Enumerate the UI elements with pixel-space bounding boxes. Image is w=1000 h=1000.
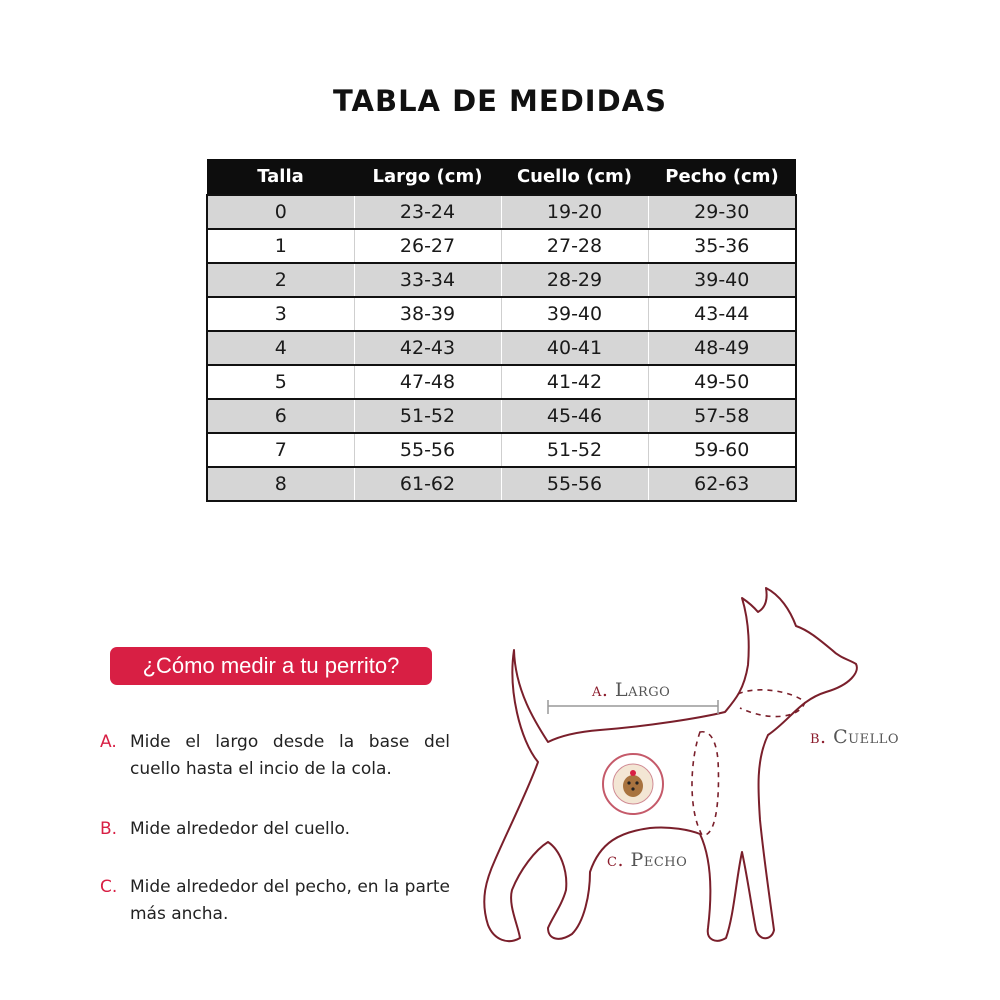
table-cell: 39-40 [501,297,648,331]
table-row [207,195,796,229]
table-cell: 59-60 [648,433,796,467]
table-cell: 57-58 [648,399,796,433]
chest-measure-line [692,732,718,835]
page-title: TABLA DE MEDIDAS [332,84,667,118]
table-cell: 2 [207,263,354,297]
table-cell: 33-34 [354,263,501,297]
table-cell: 55-56 [501,467,648,501]
table-cell: 3 [207,297,354,331]
neck-measure-line [738,690,805,717]
table-cell: 23-24 [354,195,501,229]
table-row [207,263,796,297]
table-cell: 40-41 [501,331,648,365]
table-cell: 5 [207,365,354,399]
instruction-text: Mide alrededor del pecho, en la parte más ancha. [130,877,450,924]
table-cell: 51-52 [501,433,648,467]
dog-measurement-diagram [470,585,890,955]
table-cell: 26-27 [354,229,501,263]
table-row [207,365,796,399]
header-cuello: Cuello (cm) [501,159,648,195]
table-row [207,399,796,433]
label-largo: a. Largo [592,679,671,701]
table-cell: 8 [207,467,354,501]
table-cell: 49-50 [648,365,796,399]
instruction-letter: B. [100,819,118,839]
table-cell: 6 [207,399,354,433]
table-cell: 51-52 [354,399,501,433]
instruction-c [100,874,450,928]
table-row [207,331,796,365]
instruction-text: Mide alrededor del cuello. [130,819,351,839]
table-cell: 48-49 [648,331,796,365]
table-row [207,467,796,501]
table-cell: 39-40 [648,263,796,297]
label-cuello: b. Cuello [810,726,900,748]
instruction-text: Mide el largo desde la base del cuello hasta el incio de la cola. [130,732,450,779]
instruction-letter: A. [100,732,117,752]
dog-outline [484,588,857,941]
label-pecho: c. Pecho [607,849,688,871]
table-cell: 55-56 [354,433,501,467]
table-cell: 27-28 [501,229,648,263]
instruction-b [100,816,450,843]
header-largo: Largo (cm) [354,159,501,195]
table-cell: 42-43 [354,331,501,365]
table-cell: 29-30 [648,195,796,229]
table-cell: 19-20 [501,195,648,229]
table-row [207,229,796,263]
table-cell: 4 [207,331,354,365]
table-cell: 28-29 [501,263,648,297]
brand-logo-icon [603,754,663,814]
instruction-a [100,729,450,783]
table-cell: 41-42 [501,365,648,399]
table-cell: 61-62 [354,467,501,501]
table-header-row [207,159,796,195]
header-talla: Talla [207,159,354,195]
table-cell: 47-48 [354,365,501,399]
table-cell: 45-46 [501,399,648,433]
instruction-letter: C. [100,877,118,897]
table-cell: 1 [207,229,354,263]
table-row [207,297,796,331]
table-cell: 7 [207,433,354,467]
size-table-body [207,195,796,501]
table-cell: 43-44 [648,297,796,331]
table-cell: 62-63 [648,467,796,501]
header-pecho: Pecho (cm) [648,159,796,195]
table-row [207,433,796,467]
how-to-measure-heading: ¿Cómo medir a tu perrito? [110,647,432,685]
table-cell: 0 [207,195,354,229]
table-cell: 35-36 [648,229,796,263]
size-table [206,159,797,502]
table-cell: 38-39 [354,297,501,331]
